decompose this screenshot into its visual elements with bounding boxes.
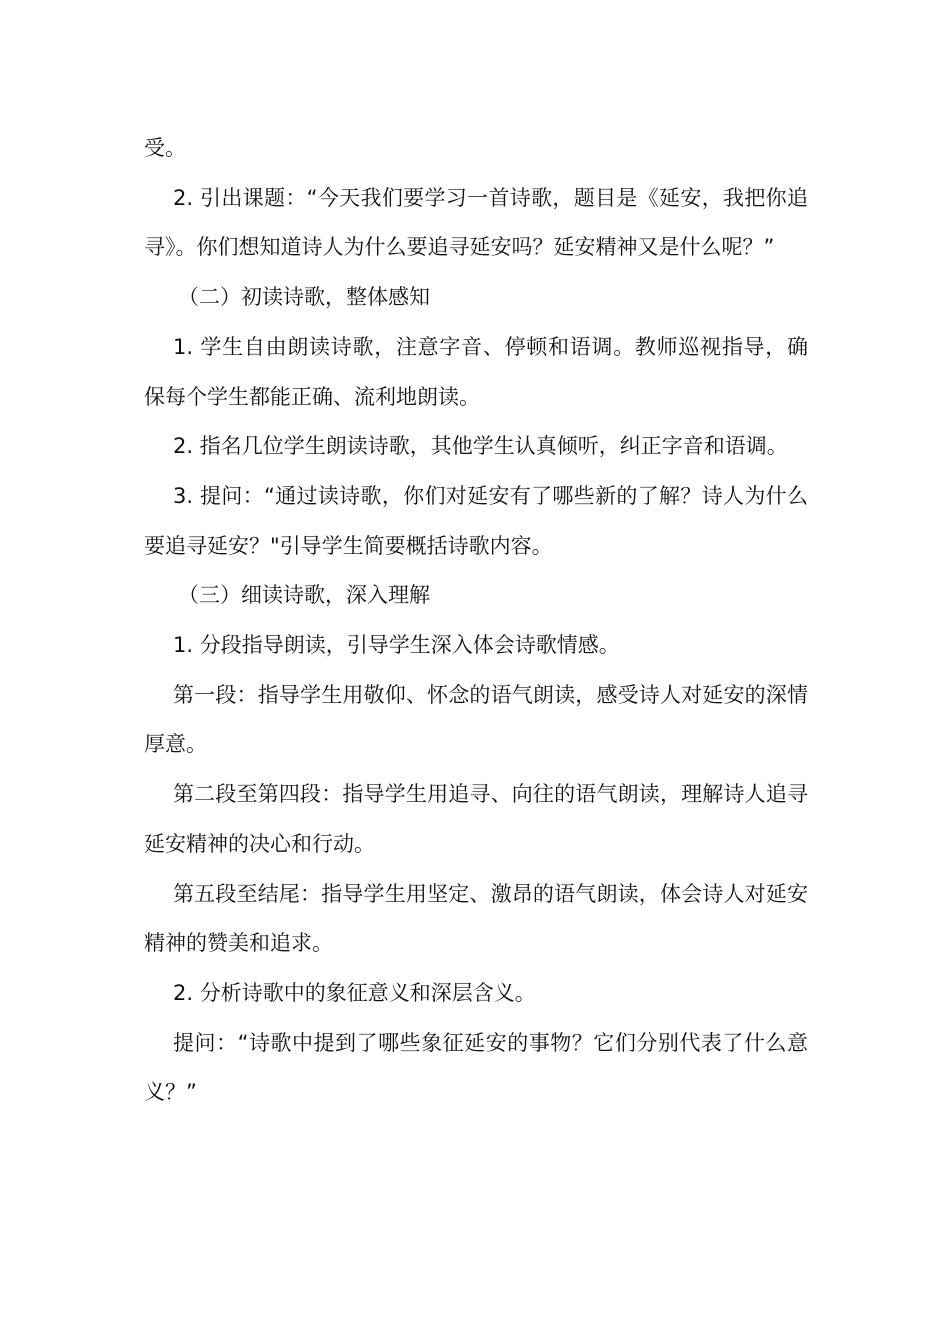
paragraph-free-reading: 1. 学生自由朗读诗歌，注意字音、停顿和语调。教师巡视指导，确保每个学生都能正确、流利地朗读。	[144, 334, 808, 409]
section-heading-close-reading: （三）细读诗歌，深入理解	[178, 583, 430, 608]
paragraph-question-summary: 3. 提问：“通过读诗歌，你们对延安有了哪些新的了解？诗人为什么要追寻延安？"引导学生简要概括诗歌内容。	[144, 483, 808, 558]
paragraph-named-reading: 2. 指名几位学生朗读诗歌，其他学生认真倾听，纠正字音和语调。	[173, 434, 788, 459]
paragraph-symbolism-analysis: 2. 分析诗歌中的象征意义和深层含义。	[173, 980, 536, 1005]
paragraph-symbolism-question: 提问：“诗歌中提到了哪些象征延安的事物？它们分别代表了什么意义？”	[144, 1030, 808, 1105]
section-heading-first-reading: （二）初读诗歌，整体感知	[178, 285, 430, 310]
document-body	[144, 124, 808, 1118]
paragraph-segmented-reading: 1. 分段指导朗读，引导学生深入体会诗歌情感。	[173, 633, 620, 658]
paragraph-fifth-to-end-segment: 第五段至结尾：指导学生用坚定、激昂的语气朗读，体会诗人对延安精神的赞美和追求。	[144, 881, 808, 956]
paragraph-first-segment: 第一段：指导学生用敬仰、怀念的语气朗读，感受诗人对延安的深情厚意。	[144, 682, 808, 757]
paragraph-second-to-fourth-segment: 第二段至第四段：指导学生用追寻、向往的语气朗读，理解诗人追寻延安精神的决心和行动。	[144, 782, 808, 856]
paragraph-introduce-topic: 2. 引出课题：“今天我们要学习一首诗歌，题目是《延安，我把你追寻》。你们想知道诗人为什么要追寻延安吗？延安精神又是什么呢？”	[144, 185, 808, 260]
paragraph-continuation: 受。	[144, 136, 186, 160]
